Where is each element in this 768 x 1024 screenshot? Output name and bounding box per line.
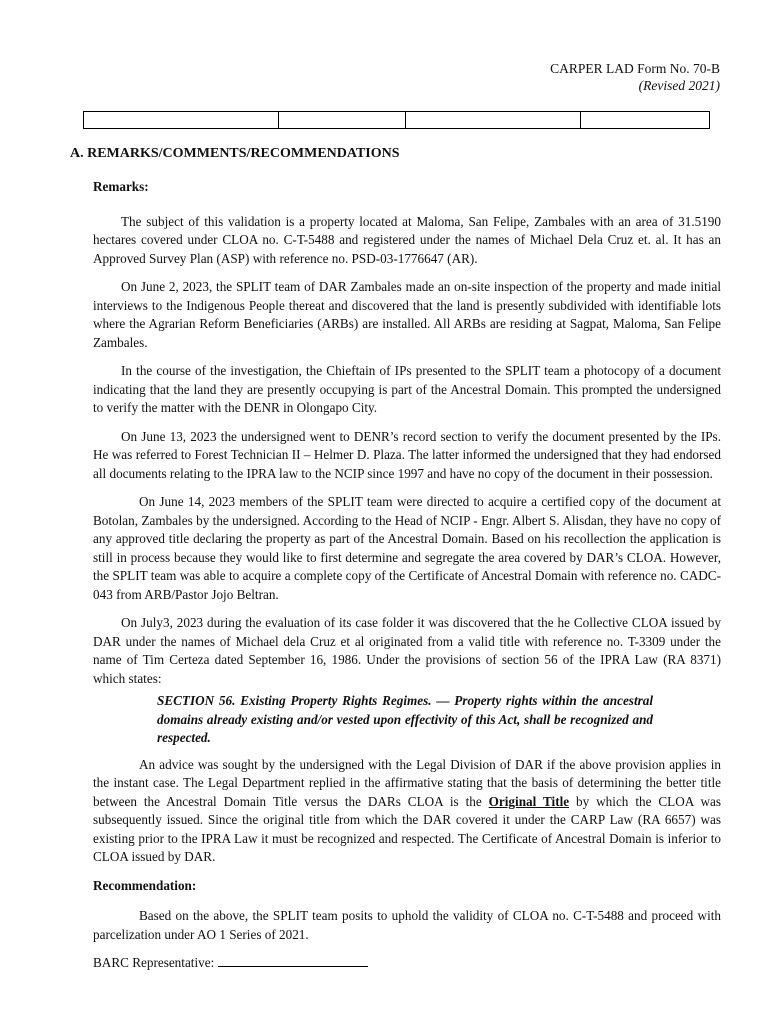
section-title: A. REMARKS/COMMENTS/RECOMMENDATIONS [70, 146, 400, 161]
header-cell-2 [279, 112, 406, 129]
paragraph-case-evaluation: On July3, 2023 during the evaluation of its case folder it was discovered that the he Collective CLOA issued by DAR under the names of Michael dela Cruz et al originated from a valid title with reference no. T-3309 under the name of Tim Certeza dated September 16, 1986. Under the provisions of section 56 of the IPRA Law (RA 8371) which states: [93, 615, 721, 686]
header-cell-4 [581, 112, 710, 129]
legal-advice-text-a: An advice was sought by the undersigned with the Legal Division of DAR if the above provision applies in the instant case. The Legal Department replied in the affirmative stating that the basis of determining the better title between the Ancestral Domain Title versus the DARs CLOA is the [93, 756, 721, 809]
paragraph-legal-advice [93, 756, 721, 867]
original-title-emphasis: Original Title [488, 793, 570, 809]
paragraph-investigation: In the course of the investigation, the Chieftain of IPs presented to the SPLIT team a photocopy of a document indicating that the land they are presently occupying is part of the Ancestral Domain. This prompted the undersigned to verify the matter with the DENR in Olongapo City. [93, 363, 721, 415]
barc-signature-line [218, 954, 368, 967]
barc-representative-label: BARC Representative: [93, 955, 215, 970]
header-cell-1 [84, 112, 279, 129]
form-number-block [550, 60, 720, 94]
revision-note: (Revised 2021) [638, 78, 720, 93]
paragraph-ncip-visit: On June 14, 2023 members of the SPLIT team were directed to acquire a certified copy of the document at Botolan, Zambales by the undersigned. According to the Head of NCIP - Engr. Albert S. Alisdan, they have no copy of any approved title declaring the property as part of the Ancestral Domain. Based on his recollection the application is still in process because they would like to first determine and segregate the area covered by DAR’s CLOA. However, the SPLIT team was able to acquire a complete copy of the Certificate of Ancestral Domain with reference no. CADC-043 from ARB/Pastor Jojo Beltran. [93, 494, 721, 602]
form-number: CARPER LAD Form No. 70-B [550, 61, 720, 76]
remarks-body [93, 178, 721, 973]
header-table-row [84, 112, 710, 129]
legal-advice-text-b: by which the CLOA was subsequently issued. Since the original title from which the DAR covered it under the CARP Law (RA 6657) was existing prior to the IPRA Law it must be recognized and respected. The Certificate of Ancestral Domain is inferior to CLOA issued by DAR. [93, 793, 721, 864]
header-table [83, 111, 710, 129]
paragraph-inspection: On June 2, 2023, the SPLIT team of DAR Zambales made an on-site inspection of the property and made initial interviews to the Indigenous People thereat and discovered that the land is presently subdivided with identifiable lots where the Agrarian Reform Beneficiaries (ARBs) are installed. All ARBs are residing at Sagpat, Maloma, San Felipe Zambales. [93, 279, 721, 350]
remarks-label: Remarks: [93, 179, 149, 194]
section-56-quote: SECTION 56. Existing Property Rights Regimes. — Property rights within the ancestral domains already existing and/or vested upon effectivity of this Act, shall be recognized and respected. [157, 693, 653, 745]
paragraph-recommendation: Based on the above, the SPLIT team posits to uphold the validity of CLOA no. C-T-5488 and proceed with parcelization under AO 1 Series of 2021. [93, 908, 721, 942]
recommendation-label: Recommendation: [93, 877, 197, 893]
paragraph-denr-visit: On June 13, 2023 the undersigned went to DENR’s record section to verify the document presented by the IPs. He was referred to Forest Technician II – Helmer D. Plaza. The latter informed the undersigned that they had endorsed all documents relating to the IPRA law to the NCIP since 1997 and have no copy of the document in their possession. [93, 428, 721, 481]
barc-representative-row [93, 954, 721, 973]
header-cell-3 [406, 112, 581, 129]
paragraph-subject: The subject of this validation is a property located at Maloma, San Felipe, Zambales with an area of 31.5190 hectares covered under CLOA no. C-T-5488 and registered under the names of Michael Dela Cruz et. al. It has an Approved Survey Plan (ASP) with reference no. PSD-03-1776647 (AR). [93, 213, 721, 266]
